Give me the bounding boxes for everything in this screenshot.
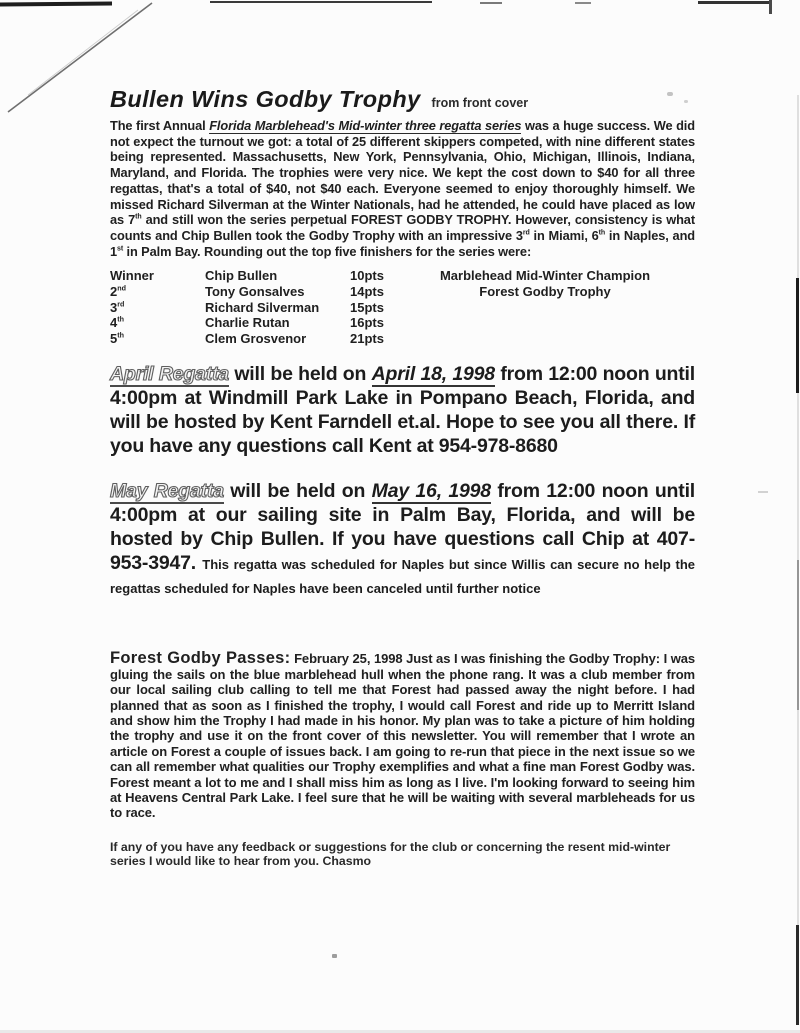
standings-skipper-name: Richard Silverman [205, 299, 320, 315]
headline-source-note: from front cover [431, 96, 529, 110]
standings-table [110, 268, 420, 346]
standings-points: 16pts [350, 315, 384, 331]
text-segment: May 16, 1998 [371, 480, 491, 503]
standings-row [110, 268, 420, 284]
scan-top-edge-mark [698, 1, 772, 4]
text-segment: The first Annual [110, 118, 210, 133]
text-segment: May Regatta [110, 480, 224, 503]
scan-top-edge-mark [769, 0, 772, 14]
text-segment: was a huge success. We did not expect the turnout we got: a total of 25 different skippers competed, with nine different states being represented. Massachusetts, New York, Pennsylvania, Ohio, Michigan, Illinois, Indiana, Maryland, and Florida. The trophies were very nice. We kept the cost down to $40 for all three regattas, that's a total of $40, not $40 each. Everyone seemed to enjoy thoroughly himself. We missed Richard Silverman at the Winter Nationals, had he attended, he could have placed as low as 7 [110, 118, 695, 228]
scan-top-edge-mark [210, 1, 432, 3]
standings-skipper-name: Chip Bullen [205, 268, 278, 284]
standings-rank: 3rd [110, 299, 125, 315]
scan-right-edge-mark [797, 560, 799, 710]
text-segment: This regatta was scheduled for Naples but since Willis can secure no help the regattas scheduled for Naples have been canceled until further notice [110, 557, 695, 597]
feedback-note: If any of you have any feedback or suggestions for the club or concerning the resent mid-winter series I would like to hear from you. Chasmo [110, 839, 671, 869]
forest-godby-obituary-paragraph [110, 651, 695, 820]
standings-skipper-name: Clem Grosvenor [205, 330, 307, 346]
standings-rank: 5th [110, 330, 124, 346]
text-segment: in Miami, 6 [529, 227, 599, 243]
text-segment: from 12:00 noon until 4:00pm at Windmill Park Lake in Pompano Beach, Florida, and will be hosted by Kent Farndell et.al. Hope to see you all there. If you have any questions call Kent at 954-978-8680 [110, 363, 695, 458]
scan-right-edge-mark [796, 278, 799, 393]
text-segment: st [117, 245, 124, 253]
scan-top-edge-mark [480, 2, 502, 4]
standings-rank: 2nd [110, 283, 126, 299]
scan-top-edge-mark [575, 2, 591, 4]
standings-row [110, 331, 420, 347]
champion-caption [430, 268, 660, 346]
text-segment: from 12:00 noon until 4:00pm at our sailing site in Palm Bay, Florida, and will be hosted by Chip Bullen. If you have questions call Chip at 407-953-3947. [110, 480, 695, 575]
april-regatta-paragraph [110, 362, 695, 458]
standings-rank: Winner [110, 268, 154, 284]
text-segment: April 18, 1998 [371, 363, 495, 386]
standings-skipper-name: Charlie Rutan [205, 315, 290, 331]
newsletter-content [110, 86, 695, 869]
text-segment: will be held on [228, 363, 372, 386]
text-segment: Forest Godby Passes: [110, 649, 291, 668]
text-segment: th [135, 213, 142, 221]
standings-points: 21pts [350, 330, 384, 346]
intro-paragraph [110, 118, 695, 259]
standings-rank: 4th [110, 315, 124, 331]
text-segment: rd [522, 229, 530, 237]
may-regatta-paragraph [110, 479, 695, 599]
scan-right-edge-mark [796, 925, 799, 1025]
text-segment: th [598, 229, 606, 237]
article-title-line [110, 86, 695, 113]
text-segment: in Palm Bay. Rounding out the top five finishers for the series were: [123, 243, 532, 259]
standings-row [110, 284, 420, 300]
series-standings [110, 268, 695, 346]
standings-points: 14pts [350, 283, 384, 299]
standings-points: 10pts [350, 268, 384, 284]
scan-speck [758, 491, 768, 493]
text-segment: April Regatta [110, 363, 229, 386]
text-segment: in Naples, and 1 [110, 227, 695, 259]
text-segment: Florida Marblehead's Mid-winter three regatta series [209, 118, 522, 133]
text-segment: will be held on [223, 480, 372, 503]
standings-skipper-name: Tony Gonsalves [205, 283, 305, 299]
article-headline: Bullen Wins Godby Trophy [110, 86, 421, 112]
scan-speck [332, 954, 337, 958]
standings-row [110, 300, 420, 316]
standings-row [110, 315, 420, 331]
text-segment: and still won the series perpetual FOREST GODBY TROPHY. However, consistency is what counts and Chip Bullen took the Godby Trophy with an impressive 3 [110, 212, 695, 243]
standings-points: 15pts [350, 299, 384, 315]
champion-title: Marblehead Mid-Winter Champion [439, 268, 651, 284]
champion-subtitle: Forest Godby Trophy [479, 283, 611, 299]
text-segment: February 25, 1998 Just as I was finishing the Godby Trophy: I was gluing the sails on the blue marblehead hull when the phone rang. It was a club member from our local sailing club calling to tell me that Forest had passed away the night before. I had planned that as soon as I finished the trophy, I would call Forest and ride up to Merritt Island and show him the Trophy I had made in his honor. My plan was to take a picture of him holding the trophy and use it on the front cover of this newsletter. You will remember that I wrote an article on Forest a couple of issues back. I am going to re-run that piece in the next issue so we can all remember what qualities our Trophy exemplifies and what a fine man Forest Godby was. Forest meant a lot to me and I shall miss him as long as I live. I'm looking forward to seeing him at Heavens Central Park Lake. I feel sure that he will be waiting with several marbleheads for us to race. [110, 651, 695, 821]
